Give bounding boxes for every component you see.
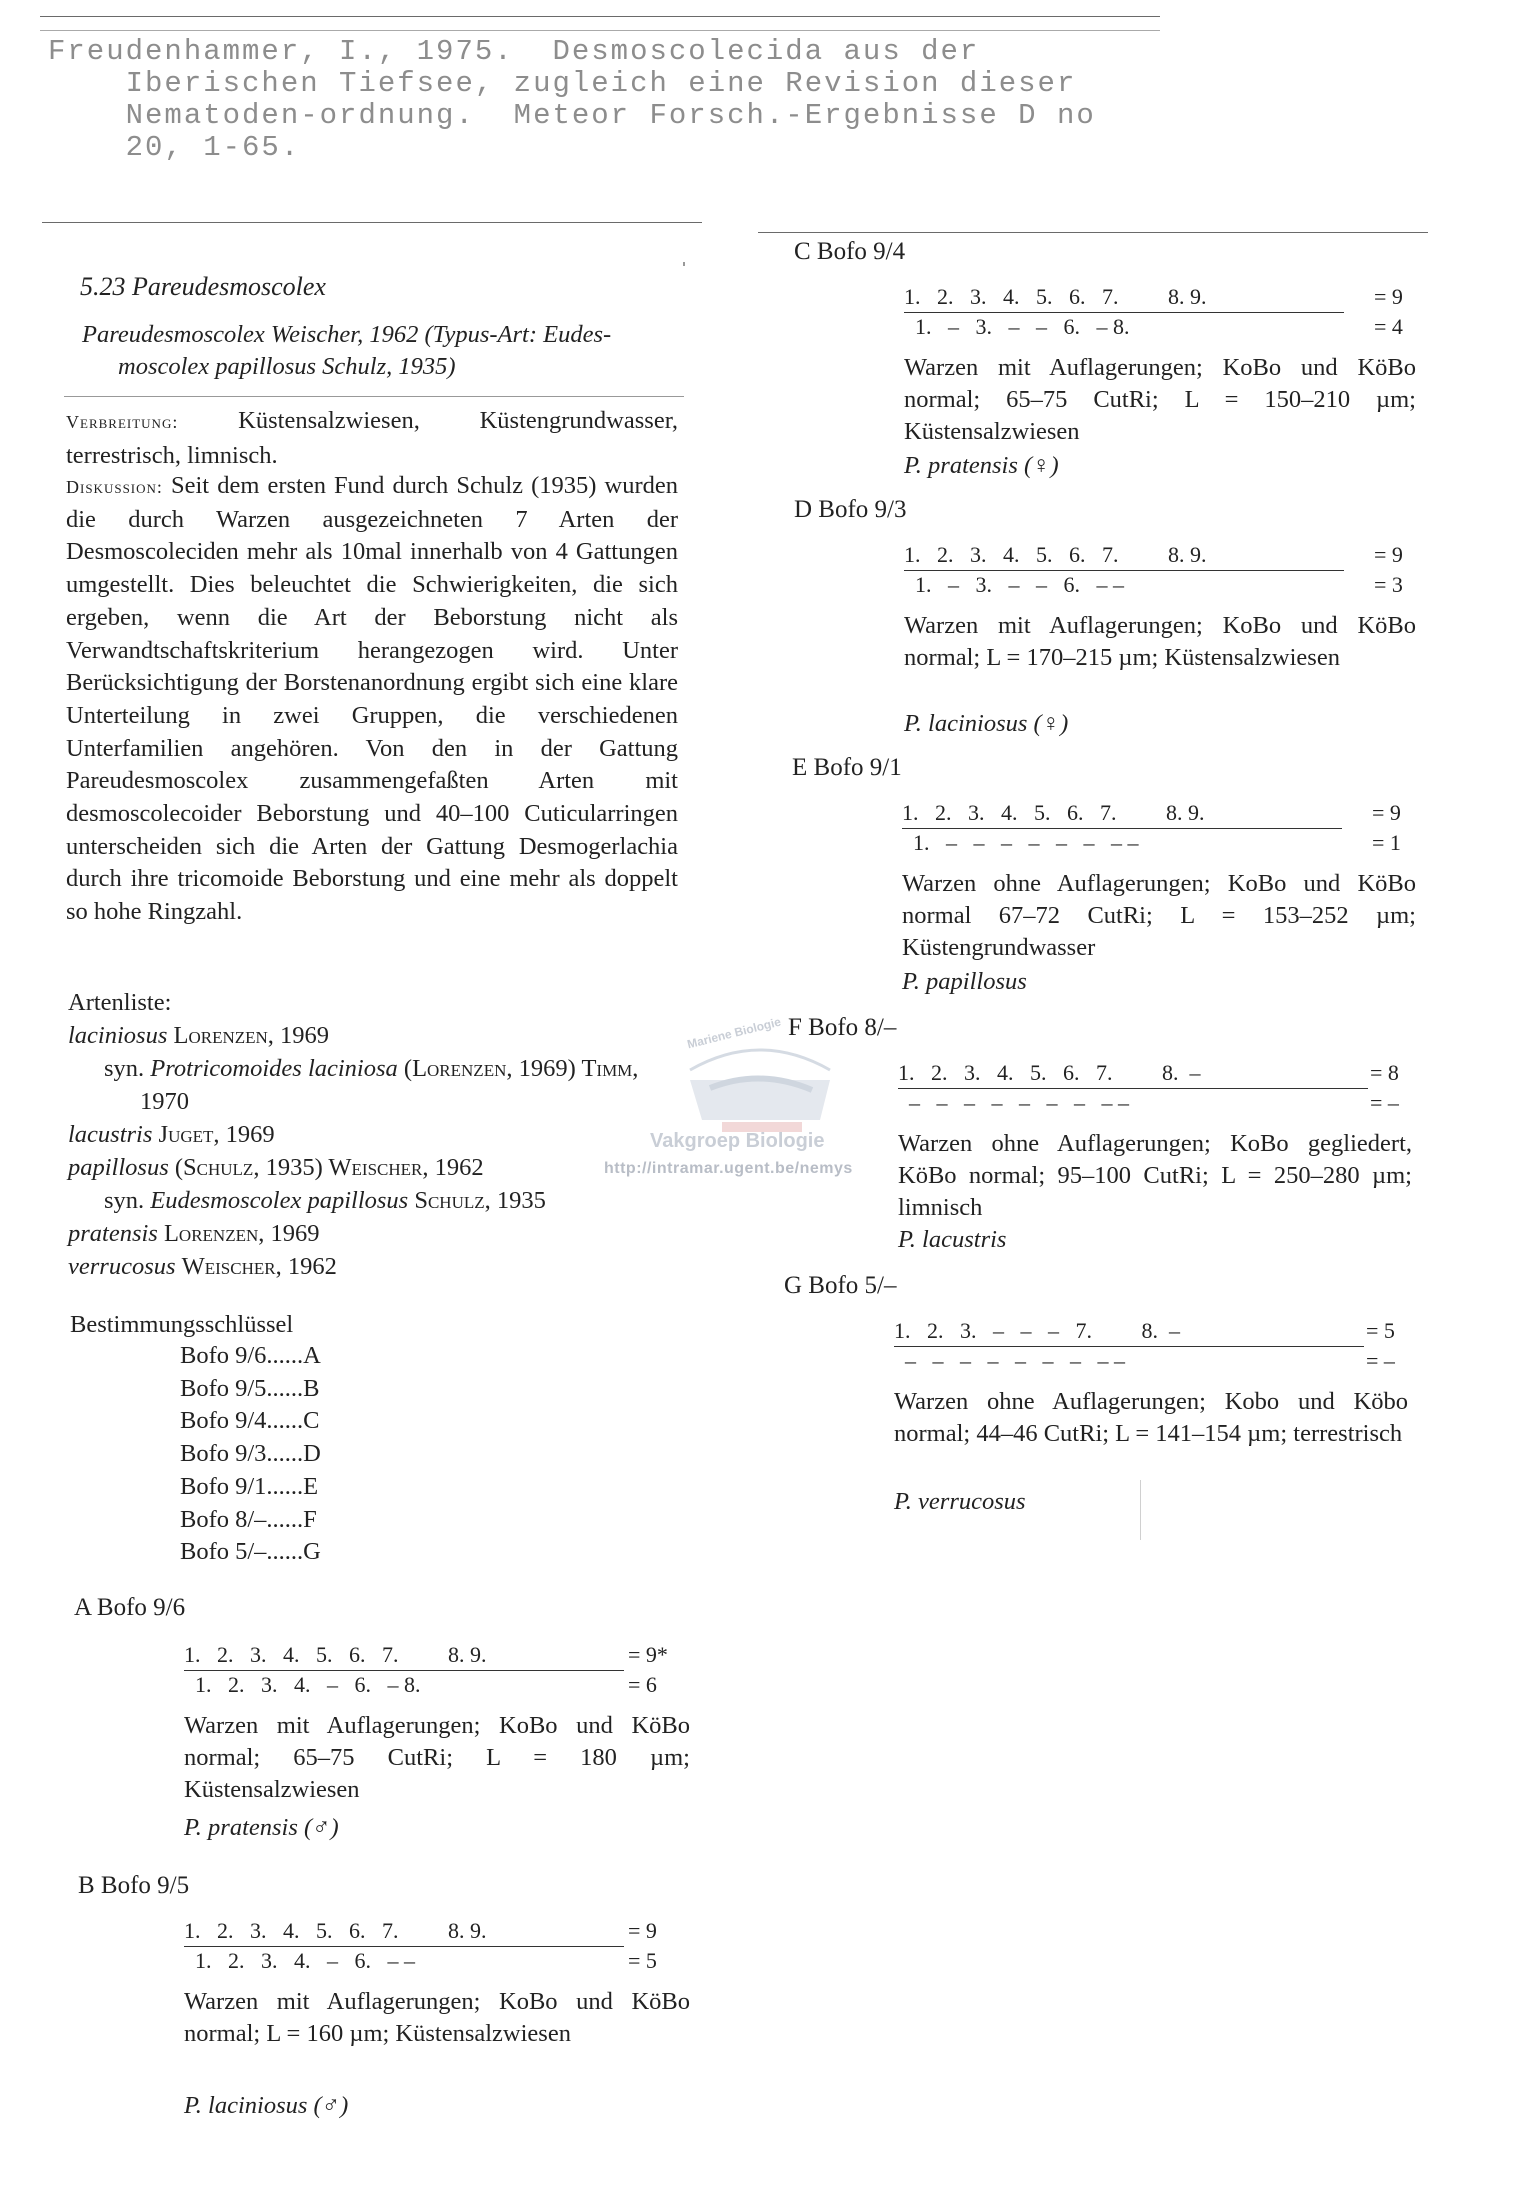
taxon-species-a: P. pratensis (♂): [184, 1814, 339, 1841]
taxon-description-g: Warzen ohne Auflagerungen; Kobo und Köbo normal; 44–46 CutRi; L = 141–154 µm; terrestrisch: [894, 1388, 1408, 1447]
key-row: Bofo 8/–......F: [180, 1505, 317, 1533]
formula-eq-top: = 9*: [628, 1642, 668, 1667]
verbreitung-text: Küstensalzwiesen, Küstengrundwasser, terrestrisch, limnisch.: [66, 407, 678, 469]
taxon-description-a: Warzen mit Auflagerungen; KoBo und KöBo normal; 65–75 CutRi; L = 180 µm; Küstensalzwiesen: [184, 1712, 690, 1803]
taxon-description-b: Warzen mit Auflagerungen; KoBo und KöBo normal; L = 160 µm; Küstensalzwiesen: [184, 1988, 690, 2047]
diskussion-label: Diskussion:: [66, 477, 163, 497]
taxon-species-c: P. pratensis (♀): [904, 452, 1059, 479]
synonym-author: (Lorenzen, 1969) Timm,: [403, 1055, 639, 1082]
taxon-label-e: E Bofo 9/1: [792, 754, 902, 781]
species-entry: [68, 1019, 708, 1052]
formula-rule: [902, 828, 1342, 829]
species-name: papillosus: [68, 1154, 169, 1181]
formula-top: 1. 2. 3. 4. 5. 6. 7. 8. –: [898, 1060, 1201, 1085]
formula-bottom: – – – – – – – – –: [894, 1348, 1125, 1373]
taxon-description-d: Warzen mit Auflagerungen; KoBo und KöBo normal; L = 170–215 µm; Küstensalzwiesen: [904, 612, 1416, 671]
formula-g: [894, 1318, 1414, 1380]
formula-bottom: 1. 2. 3. 4. – 6. – 8.: [184, 1672, 421, 1697]
column-rule-right: [758, 232, 1428, 233]
taxon-species-f: P. lacustris: [898, 1226, 1007, 1253]
taxon-label-c: C Bofo 9/4: [794, 238, 906, 265]
taxon-label-g: G Bofo 5/–: [784, 1272, 897, 1299]
verbreitung-label: Verbreitung:: [66, 412, 179, 432]
formula-eq-bottom: = 1: [1372, 830, 1401, 855]
species-entry: [68, 1217, 708, 1250]
formula-eq-top: = 5: [1366, 1318, 1395, 1343]
formula-f: [898, 1060, 1418, 1122]
reference-line-2: Iberischen Tiefsee, zugleich eine Revision dieser: [48, 67, 1077, 100]
formula-rule: [184, 1670, 624, 1671]
taxon-species-d: P. laciniosus (♀): [904, 710, 1069, 737]
key-list: [180, 1340, 321, 1569]
formula-bottom: 1. 2. 3. 4. – 6. – –: [184, 1948, 415, 1973]
formula-rule: [894, 1346, 1364, 1347]
formula-eq-top: = 9: [1374, 284, 1403, 309]
column-rule-left: [42, 222, 702, 223]
synonym-author-cont: 1970: [140, 1088, 189, 1115]
top-rule-2: [40, 30, 1160, 31]
top-rule: [40, 16, 1160, 17]
diskussion-text: Seit dem ersten Fund durch Schulz (1935) wurden die durch Warzen ausgezeichneten 7 Arten der Desmoscoleciden mehr als 10mal innerhalb von 4 Gattungen umgestellt. Dies beleuchtet die Schwierigkeiten, die sich ergeben, wenn die Art der Beborstung nicht als Verwandtschaftskriterium herangezogen wird. Unter Berücksichtigung der Borstenanordnung ergibt sich eine klare Unterteilung in zwei Gruppen, die verschiedenen Unterfamilien angehören. Von den in der Gattung Pareudesmoscolex zusammengefaßten Arten mit desmoscolecoider Beborstung und 40–100 Cuticularringen unterscheiden sich die Arten der Gattung Desmogerlachia durch ihre tricomoide Beborstung und eine mehr als doppelt so hohe Ringzahl.: [66, 472, 679, 926]
verbreitung-paragraph: [66, 404, 678, 472]
section-heading: [80, 270, 326, 303]
genus-line-2: moscolex papillosus Schulz, 1935): [118, 353, 456, 380]
species-name: verrucosus: [68, 1253, 176, 1280]
key-row: Bofo 9/4......C: [180, 1407, 320, 1435]
watermark-logo-text: Vakgroep Biologie: [650, 1130, 825, 1152]
taxon-description-e: Warzen ohne Auflagerungen; KoBo und KöBo normal 67–72 CutRi; L = 153–252 µm; Küstengrundwasser: [902, 870, 1416, 961]
formula-top: 1. 2. 3. 4. 5. 6. 7. 8. 9.: [184, 1642, 487, 1667]
scan-mark: [1140, 1480, 1141, 1540]
species-name: pratensis: [68, 1220, 158, 1247]
scan-mark: [683, 262, 685, 266]
formula-top: 1. 2. 3. 4. 5. 6. 7. 8. 9.: [184, 1918, 487, 1943]
key-row: Bofo 9/1......E: [180, 1472, 319, 1500]
formula-bottom: – – – – – – – – –: [898, 1090, 1129, 1115]
taxon-label-f: F Bofo 8/–: [788, 1014, 897, 1041]
taxon-description-c: Warzen mit Auflagerungen; KoBo und KöBo normal; 65–75 CutRi; L = 150–210 µm; Küstensalzwiesen: [904, 354, 1416, 445]
species-entry: [68, 1250, 708, 1283]
genus-line-1: Pareudesmoscolex Weischer, 1962 (Typus-Art: Eudes-: [82, 321, 612, 348]
reference-line-1: Freudenhammer, I., 1975. Desmoscolecida aus der: [48, 35, 980, 68]
formula-a: [184, 1642, 694, 1704]
species-author: (Schulz, 1935) Weischer, 1962: [174, 1154, 484, 1181]
species-author: Lorenzen, 1969: [173, 1022, 330, 1049]
watermark-arc-text: Mariene Biologie: [685, 1014, 783, 1052]
taxon-species-b: P. laciniosus (♂): [184, 2092, 349, 2119]
species-author: Lorenzen, 1969: [163, 1220, 320, 1247]
artenliste-title: Artenliste:: [68, 989, 172, 1016]
formula-top: 1. 2. 3. 4. 5. 6. 7. 8. 9.: [904, 542, 1207, 567]
formula-bottom: 1. – – – – – – – –: [902, 830, 1139, 855]
formula-rule: [898, 1088, 1368, 1089]
formula-rule: [904, 570, 1344, 571]
formula-eq-bottom: = –: [1370, 1090, 1399, 1115]
syn-label: syn.: [104, 1055, 145, 1082]
taxon-species-g: P. verrucosus: [894, 1488, 1026, 1515]
taxon-label-a: A Bofo 9/6: [74, 1594, 186, 1621]
synonym-entry: [68, 1052, 708, 1085]
key-row: Bofo 9/5......B: [180, 1374, 320, 1402]
formula-top: 1. 2. 3. 4. 5. 6. 7. 8. 9.: [902, 800, 1205, 825]
key-title: Bestimmungsschlüssel: [70, 1311, 294, 1338]
key-row: Bofo 9/3......D: [180, 1440, 321, 1468]
artenliste: [68, 986, 708, 1283]
genus-underline: [64, 396, 684, 397]
reference-line-4: 20, 1-65.: [48, 131, 301, 164]
key-row: Bofo 9/6......A: [180, 1342, 321, 1369]
species-entry: [68, 1118, 708, 1151]
taxon-species-e: P. papillosus: [902, 968, 1027, 995]
formula-rule: [904, 312, 1344, 313]
formula-rule: [184, 1946, 624, 1947]
species-author: Weischer, 1962: [181, 1253, 337, 1280]
formula-eq-bottom: = 6: [628, 1672, 657, 1697]
formula-eq-bottom: = 3: [1374, 572, 1403, 597]
formula-bottom: 1. – 3. – – 6. – 8.: [904, 314, 1130, 339]
taxon-label-b: B Bofo 9/5: [78, 1872, 190, 1899]
species-author: Juget, 1969: [158, 1121, 275, 1148]
formula-top: 1. 2. 3. – – – 7. 8. –: [894, 1318, 1180, 1343]
formula-eq-top: = 9: [1372, 800, 1401, 825]
synonym-entry: [68, 1184, 708, 1217]
synonym-author: Schulz, 1935: [414, 1187, 546, 1214]
watermark-url: http://intramar.ugent.be/nemys: [604, 1160, 853, 1177]
formula-e: [902, 800, 1422, 862]
synonym-name: Protricomoides laciniosa: [150, 1055, 398, 1082]
formula-d: [904, 542, 1424, 604]
formula-b: [184, 1918, 694, 1980]
taxon-description-f: Warzen ohne Auflagerungen; KoBo gegliedert, KöBo normal; 95–100 CutRi; L = 250–280 µm; limnisch: [898, 1130, 1412, 1221]
formula-eq-bottom: = 5: [628, 1948, 657, 1973]
syn-label: syn.: [104, 1187, 145, 1214]
formula-top: 1. 2. 3. 4. 5. 6. 7. 8. 9.: [904, 284, 1207, 309]
formula-eq-bottom: = –: [1366, 1348, 1395, 1373]
taxon-label-d: D Bofo 9/3: [794, 496, 907, 523]
formula-c: [904, 284, 1424, 346]
formula-eq-bottom: = 4: [1374, 314, 1403, 339]
formula-eq-top: = 9: [1374, 542, 1403, 567]
section-number-title: 5.23 Pareudesmoscolex: [80, 272, 326, 301]
synonym-name: Eudesmoscolex papillosus: [150, 1187, 409, 1214]
reference-line-3: Nematoden-ordnung. Meteor Forsch.-Ergebnisse D no: [48, 99, 1096, 132]
diskussion-paragraph: [66, 470, 678, 929]
key-row: Bofo 5/–......G: [180, 1538, 321, 1566]
species-name: lacustris: [68, 1121, 153, 1148]
formula-eq-top: = 9: [628, 1918, 657, 1943]
formula-eq-top: = 8: [1370, 1060, 1399, 1085]
formula-bottom: 1. – 3. – – 6. – –: [904, 572, 1124, 597]
species-name: laciniosus: [68, 1022, 168, 1049]
